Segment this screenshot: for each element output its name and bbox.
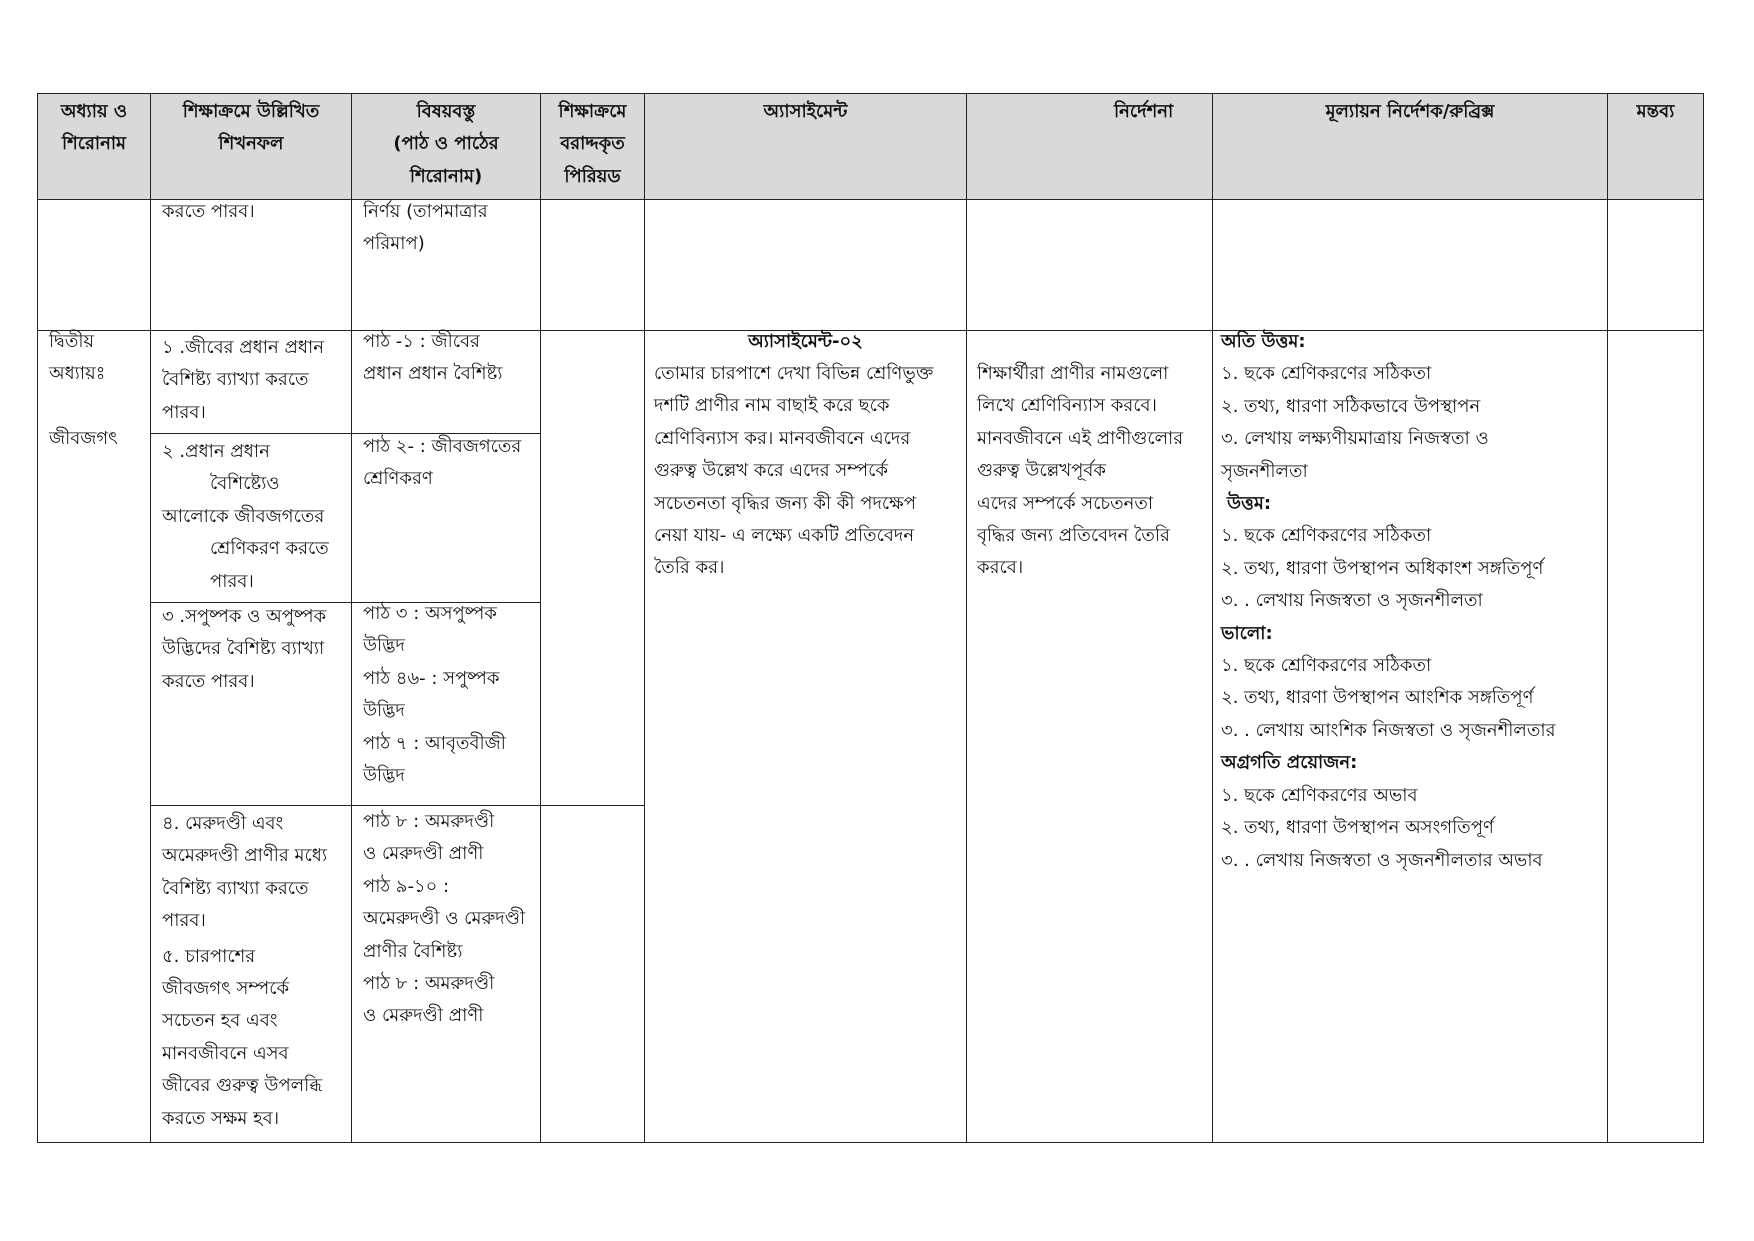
row1-outcome-text: করতে পারব। [162, 201, 255, 222]
lesson-4: পাঠ ৮ : অমরুদণ্ডী ও মেরুদণ্ডী প্রাণী পাঠ ৯-১০ : অমেরুদণ্ডী ও মেরুদণ্ডী প্রাণীর বৈশিষ্ট্য পাঠ ৮ : অমরুদণ্ডী ও মেরুদণ্ডী প্রাণী [363, 811, 526, 1027]
grid-line [37, 93, 1704, 94]
grid-line [1212, 93, 1213, 1143]
grid-line [37, 199, 1704, 200]
grid-line [37, 93, 38, 1143]
grid-line [540, 93, 541, 1143]
grid-line [1703, 93, 1704, 1143]
header-content: বিষয়বস্তু (পাঠ ও পাঠের শিরোনাম) [393, 101, 499, 187]
header-remarks: মন্তব্য [1636, 101, 1675, 122]
grid-line [351, 93, 352, 1143]
grid-line [37, 1142, 1704, 1143]
header-chapter: অধ্যায় ও শিরোনাম [60, 101, 128, 155]
header-rubric: মূল্যায়ন নির্দেশক/রুব্রিক্স [1325, 101, 1495, 122]
grid-line [966, 93, 967, 1143]
grid-line [644, 93, 645, 1143]
rubric-text: অতি উত্তম: ১. ছকে শ্রেণিকরণের সঠিকতা ২. তথ্য, ধারণা সঠিকভাবে উপস্থাপন ৩. লেখায় লক্ষ্যণীয়মাত্রায় নিজস্বতা ও সৃজনশীলতা উত্তম: ১. ছকে শ্রেণিকরণের সঠিকতা ২. তথ্য, ধারণা উপস্থাপন অধিকাংশ সঙ্গতিপূর্ণ ৩. . লেখায় নিজস্বতা ও সৃজনশীলতা ভালো: ১. ছকে শ্রেণিকরণের সঠিকতা ২. তথ্য, ধারণা উপস্থাপন আংশিক সঙ্গতিপূর্ণ ৩. . লেখায় আংশিক নিজস্বতা ও সৃজনশীলতার অগ্রগতি প্রয়োজন: ১. ছকে শ্রেণিকরণের অভাব ২. তথ্য, ধারণা উপস্থাপন অসংগতিপূর্ণ ৩. . লেখায় নিজস্বতা ও সৃজনশীলতার অভাব [1221, 331, 1556, 871]
lesson-1: পাঠ -১ : জীবের প্রধান প্রধান বৈশিষ্ট্য [363, 331, 503, 385]
outcome-3: ৩ .সপুষ্পক ও অপুষ্পক উদ্ভিদের বৈশিষ্ট্য ব্যাখ্যা করতে পারব। [162, 606, 327, 692]
outcome-4-5: ৪. মেরুদণ্ডী এবং অমেরুদণ্ডী প্রাণীর মধ্যে বৈশিষ্ট্য ব্যাখ্যা করতে পারব। ৫. চারপাশের জীবজগৎ সম্পর্কে সচেতন হব এবং মানবজীবনে এসব জীবের গুরুত্ব উপলব্ধি করতে সক্ষম হব। [162, 813, 328, 1129]
chapter-title: দ্বিতীয় অধ্যায়ঃ জীবজগৎ [49, 331, 118, 450]
header-period: শিক্ষাক্রমে বরাদ্দকৃত পিরিয়ড [558, 101, 627, 187]
lesson-2: পাঠ ২- : জীবজগতের শ্রেণিকরণ [363, 436, 522, 490]
grid-line [1607, 93, 1608, 1143]
header-assignment: অ্যাসাইমেন্ট [763, 101, 848, 122]
header-learning-outcome: শিক্ষাক্রমে উল্লিখিত শিখনফল [182, 101, 320, 155]
outcome-2: ২ .প্রধান প্রধান বৈশিষ্ট্যেও আলোকে জীবজগতের শ্রেণিকরণ করতে পারব। [162, 441, 329, 592]
row1-content-text: নির্ণয় (তাপমাত্রার পরিমাপ) [363, 201, 488, 255]
assignment-text: তোমার চারপাশে দেখা বিভিন্ন শ্রেণিভুক্ত দশটি প্রাণীর নাম বাছাই করে ছকে শ্রেণিবিন্যাস কর। মানবজীবনে এদের গুরুত্ব উল্লেখ করে এদের সম্পর্কে সচেতনতা বৃদ্ধির জন্য কী কী পদক্ষেপ নেয়া যায়- এ লক্ষ্যে একটি প্রতিবেদন তৈরি কর। [654, 363, 934, 579]
outcome-1: ১ .জীবের প্রধান প্রধান বৈশিষ্ট্য ব্যাখ্যা করতে পারব। [162, 337, 324, 423]
instruction-text: শিক্ষার্থীরা প্রাণীর নামগুলো লিখে শ্রেণিবিন্যাস করবে। মানবজীবনে এই প্রাণীগুলোর গুরুত্ব উল্লেখপূর্বক এদের সম্পর্কে সচেতনতা বৃদ্ধির জন্য প্রতিবেদন তৈরি করবে। [977, 363, 1184, 579]
lesson-3: পাঠ ৩ : অসপুষ্পক উদ্ভিদ পাঠ ৪৬- : সপুষ্পক উদ্ভিদ পাঠ ৭ : আবৃতবীজী উদ্ভিদ [363, 603, 506, 787]
assignment-title: অ্যাসাইমেন্ট-০২ [748, 331, 863, 352]
grid-line [150, 93, 151, 1143]
header-instruction: নির্দেশনা [1114, 101, 1174, 122]
